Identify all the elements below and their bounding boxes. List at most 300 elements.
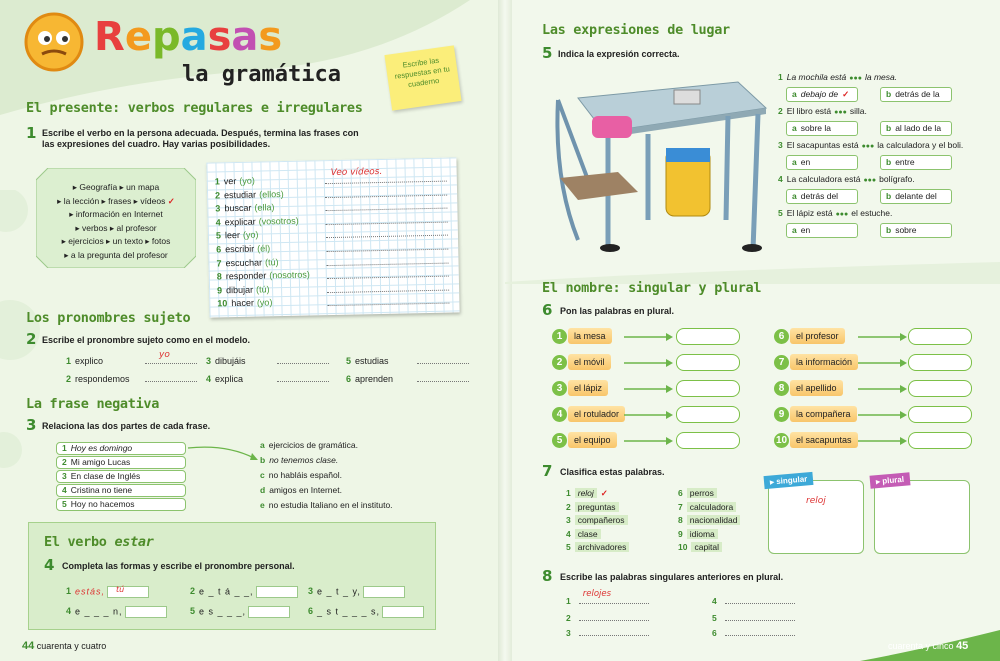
classify-word[interactable]	[678, 488, 717, 498]
plural-answer-box[interactable]	[908, 380, 972, 397]
person-text: (tú)	[256, 284, 270, 295]
checkmark-icon: ✓	[842, 89, 850, 99]
section-title-estar	[44, 534, 154, 550]
item-number: 4	[566, 528, 571, 539]
arrow-right-icon	[624, 332, 674, 342]
singular-word: el móvil	[568, 354, 611, 370]
verb-form: aprenden	[355, 374, 394, 384]
verb-text: dibujar	[225, 284, 254, 296]
answer-line[interactable]	[325, 185, 447, 198]
option-a[interactable]	[786, 155, 858, 170]
verb-form: explico	[75, 356, 104, 366]
arrow-right-icon	[858, 410, 908, 420]
phrase-text: no estudia Italiano en el instituto.	[268, 500, 393, 510]
classify-word[interactable]	[678, 502, 736, 512]
plural-answer-box[interactable]	[908, 406, 972, 423]
item-number: 7	[216, 257, 222, 269]
verb-text: escuchar	[225, 257, 263, 268]
handwritten-answer: tú	[116, 585, 125, 594]
arrow-right-icon	[858, 358, 908, 368]
answer-line[interactable]	[326, 240, 448, 253]
item-number: 2	[566, 613, 571, 623]
verb-row	[216, 216, 299, 228]
answer-line[interactable]	[277, 354, 329, 364]
pronoun-box[interactable]	[363, 586, 405, 598]
option-text: al lado de la	[895, 123, 942, 133]
answer-line[interactable]	[725, 626, 795, 636]
title-emphasis: estar	[114, 534, 154, 550]
item-number: 4	[62, 485, 67, 495]
word-text: archivadores	[575, 542, 630, 552]
item-number: 5	[552, 433, 567, 448]
pronoun-box[interactable]	[248, 606, 290, 618]
item-number: 6	[346, 374, 352, 384]
exercise-instruction: Escribe el pronombre sujeto como en el modelo.	[42, 335, 251, 345]
option-b[interactable]	[880, 87, 952, 102]
item-number: 2	[566, 501, 571, 512]
verb-form: explica	[215, 374, 244, 384]
plural-answer-box[interactable]	[908, 354, 972, 371]
person-text: (yo)	[239, 175, 255, 186]
option-letter: b	[886, 89, 892, 99]
blank-dots-icon: ●●●	[834, 109, 847, 116]
option-letter: a	[792, 225, 797, 235]
verb-form: e _ _ _ n,	[75, 606, 123, 617]
blank-dots-icon: ●●●	[863, 177, 877, 184]
word-box-line: ▸ verbos ▸ al profesor	[75, 222, 157, 233]
word-text: compañeros	[575, 515, 628, 525]
answer-line[interactable]	[579, 626, 649, 636]
verb-text: responder	[225, 270, 267, 282]
item-number: 1	[566, 596, 571, 606]
location-question	[778, 140, 963, 150]
option-letter: b	[886, 225, 892, 235]
question-text: La mochila está	[786, 72, 847, 82]
option-a[interactable]	[786, 121, 858, 136]
exercise-number: 2	[26, 330, 37, 348]
handwritten-answer: Veo vídeos.	[330, 166, 383, 179]
match-left-item[interactable]	[56, 442, 186, 455]
question-text: la mesa.	[864, 72, 898, 82]
blank-dots-icon: ●●●	[849, 75, 862, 82]
grid-paper	[206, 157, 459, 317]
classify-word[interactable]	[566, 542, 629, 552]
item-number: 3	[566, 628, 571, 638]
answer-line[interactable]	[277, 372, 329, 382]
option-letter: b	[886, 157, 892, 167]
section-title-frase-negativa: La frase negativa	[26, 396, 160, 412]
item-number: 2	[778, 106, 783, 116]
answer-line[interactable]	[145, 350, 197, 364]
item-number: 2	[190, 586, 196, 597]
option-b[interactable]	[880, 121, 952, 136]
match-left-item[interactable]	[56, 498, 186, 511]
option-text: entre	[895, 157, 915, 167]
exercise-number: 5	[542, 44, 553, 62]
plural-write-item	[566, 626, 649, 638]
arrow-right-icon	[624, 436, 674, 446]
section-title-lugar: Las expresiones de lugar	[542, 22, 730, 38]
word-text: perros	[687, 488, 717, 498]
singular-word: el apellido	[790, 380, 843, 396]
classify-word[interactable]	[566, 515, 628, 525]
arrow-right-icon	[624, 410, 674, 420]
plural-answer-box[interactable]	[676, 354, 740, 371]
answer-line[interactable]	[417, 372, 469, 382]
answer-line[interactable]	[725, 594, 795, 604]
phrase-text: Mi amigo Lucas	[70, 457, 131, 467]
verb-row	[215, 189, 284, 200]
logo-letter: s	[207, 14, 232, 60]
option-text: en	[800, 157, 811, 167]
question-text: El libro está	[786, 106, 832, 116]
answer-line[interactable]	[325, 199, 447, 212]
word-text: idioma	[687, 529, 718, 539]
item-number: 5	[346, 356, 352, 366]
question-text: bolígrafo.	[879, 174, 915, 184]
item-number: 4	[206, 374, 212, 384]
question-text: la calculadora y el boli.	[877, 140, 964, 150]
page-footer-left	[22, 640, 106, 652]
word-box-line: ▸ Geografía ▸ un mapa	[72, 182, 160, 192]
plural-write-item	[712, 626, 795, 638]
item-number: 3	[566, 515, 571, 525]
item-number: 1	[214, 176, 220, 187]
item-number: 5	[566, 542, 571, 552]
logo-letter: R	[94, 14, 125, 60]
item-number: 5	[215, 230, 222, 241]
item-number: 3	[206, 356, 212, 366]
item-letter: e	[260, 500, 265, 510]
page-footer-right	[888, 640, 968, 652]
section-title-pronombres: Los pronombres sujeto	[26, 310, 191, 326]
handwritten-answer: yo	[159, 350, 170, 360]
phrase-text: ejercicios de gramática.	[268, 440, 359, 450]
option-text: sobre	[895, 225, 917, 235]
question-text: el estuche.	[851, 208, 893, 218]
pronoun-box[interactable]	[125, 606, 167, 618]
pronoun-item	[206, 372, 329, 384]
singular-word: el equipo	[568, 432, 617, 448]
word-box-line: ▸ información en Internet	[69, 209, 163, 219]
estar-item	[66, 586, 149, 598]
item-number: 8	[216, 271, 222, 282]
exercise-number: 7	[542, 462, 553, 480]
classify-word[interactable]	[566, 529, 601, 539]
exercise-number: 1	[26, 124, 37, 142]
match-left-item[interactable]	[56, 456, 186, 469]
plural-answer-box[interactable]	[908, 432, 972, 449]
answer-line[interactable]	[326, 253, 448, 266]
word-text: calculadora	[687, 502, 736, 512]
verb-form: e _ t _ y,	[317, 586, 361, 597]
classify-word[interactable]	[678, 529, 718, 539]
option-a[interactable]	[786, 189, 858, 204]
option-text: detrás de la	[895, 89, 940, 99]
option-letter: a	[792, 157, 797, 167]
word-text: nacionalidad	[687, 515, 741, 525]
item-number: 3	[215, 203, 221, 214]
verb-text: explicar	[224, 216, 256, 228]
word-box-line: ▸ a la pregunta del profesor	[64, 249, 168, 260]
item-number: 3	[62, 471, 67, 481]
book-spine	[498, 0, 512, 661]
item-number: 6	[774, 329, 789, 344]
answer-line[interactable]	[145, 372, 197, 382]
classify-word[interactable]	[678, 515, 740, 525]
verb-form: _ s t _ _ _ s,	[317, 606, 381, 617]
verb-text: estudiar	[223, 189, 257, 200]
plural-write-item	[566, 611, 649, 623]
phrase-text: Hoy es domingo	[70, 443, 133, 453]
option-letter: b	[886, 191, 892, 201]
exercise-instruction: Escribe las palabras singulares anteriores en plural.	[560, 572, 784, 582]
answer-line[interactable]	[327, 294, 449, 307]
plural-write-item	[712, 594, 795, 606]
estar-item	[190, 606, 290, 618]
option-letter: a	[792, 89, 797, 99]
answer-line[interactable]	[327, 267, 449, 280]
classify-word[interactable]	[678, 542, 722, 552]
page-number: 45	[956, 640, 969, 652]
verb-form: e s _ _ _,	[199, 606, 247, 617]
question-text: El lápiz está	[786, 208, 833, 218]
plural-answer-box[interactable]	[676, 380, 740, 397]
verb-text: ver	[223, 176, 237, 187]
item-number: 2	[62, 457, 67, 467]
item-number: 3	[552, 381, 567, 396]
answer-line[interactable]	[417, 354, 469, 364]
singular-word: el sacapuntas	[790, 432, 858, 448]
verb-text: buscar	[224, 202, 252, 214]
checkmark-icon: ✓	[167, 195, 175, 206]
exercise-instruction: Relaciona las dos partes de cada frase.	[42, 421, 211, 431]
verb-row	[217, 298, 272, 309]
answer-line[interactable]	[579, 611, 649, 621]
classify-word[interactable]	[566, 502, 619, 512]
page-text: cuarenta y cinco	[888, 641, 954, 651]
option-b[interactable]	[880, 223, 952, 238]
item-number: 4	[712, 596, 717, 606]
section-title-nombre: El nombre: singular y plural	[542, 280, 762, 296]
phrase-text: Cristina no tiene	[70, 485, 133, 495]
person-text: (ellos)	[259, 188, 284, 200]
section-title-presente: El presente: verbos regulares e irregulares	[26, 100, 363, 116]
estar-item	[66, 606, 167, 618]
pronoun-box[interactable]	[256, 586, 298, 598]
location-question	[778, 174, 915, 184]
item-number: 6	[678, 488, 683, 498]
phrase-text: Hoy no hacemos	[70, 499, 135, 509]
item-number: 5	[62, 499, 67, 509]
exercise-number: 3	[26, 416, 37, 434]
estar-item	[308, 606, 424, 618]
word-text: preguntas	[575, 502, 619, 512]
sticky-note: Escribe las respuestas en tu cuaderno	[384, 45, 461, 110]
arrow-right-icon	[624, 384, 674, 394]
item-number: 1	[552, 329, 567, 344]
singular-word: el rotulador	[568, 406, 625, 422]
match-right-item[interactable]	[260, 485, 342, 495]
pronoun-box[interactable]	[382, 606, 424, 618]
arrow-right-icon	[858, 332, 908, 342]
pronoun-item	[346, 354, 469, 366]
verb-form: estudias	[355, 356, 389, 366]
item-letter: b	[260, 455, 266, 465]
option-b[interactable]	[880, 155, 952, 170]
item-number: 8	[774, 381, 789, 396]
match-right-item[interactable]	[260, 455, 338, 465]
word-text: reloj	[575, 488, 597, 498]
verb-row	[217, 270, 310, 282]
answer-line[interactable]	[326, 212, 448, 225]
exercise-instruction: Indica la expresión correcta.	[558, 49, 680, 59]
answer-line[interactable]	[325, 166, 447, 185]
option-letter: a	[792, 123, 797, 133]
item-letter: a	[260, 440, 265, 450]
verb-form: e _ t á _ _,	[199, 586, 254, 597]
logo-title	[94, 14, 282, 60]
exercise-instruction: Completa las formas y escribe el pronombre personal.	[62, 561, 295, 571]
item-number: 1	[66, 356, 72, 366]
verb-form: dibujáis	[215, 356, 246, 366]
item-number: 10	[217, 298, 228, 309]
item-number: 3	[778, 140, 783, 150]
option-a[interactable]	[786, 223, 858, 238]
arrow-right-icon	[624, 358, 674, 368]
exercise-instruction: Escribe el verbo en la persona adecuada. Después, termina las frases con las expresiones del cuadro. Hay varias posibilidades.	[42, 128, 359, 149]
word-box	[36, 181, 196, 262]
item-number: 7	[678, 501, 683, 512]
checkmark-icon: ✓	[600, 488, 608, 498]
option-letter: b	[886, 123, 892, 133]
plural-answer-box[interactable]	[908, 328, 972, 345]
classify-word[interactable]	[566, 488, 608, 499]
verb-text: leer	[224, 230, 241, 241]
pronoun-item	[66, 350, 197, 366]
verb-row	[216, 257, 278, 268]
page-text: cuarenta y cuatro	[36, 641, 107, 651]
verb-row	[217, 284, 270, 295]
plural-answer-box[interactable]	[676, 432, 740, 449]
plural-write-item	[712, 611, 795, 623]
phrase-text: no tenemos clase.	[269, 455, 339, 465]
item-number: 2	[552, 355, 567, 370]
item-number: 4	[66, 606, 72, 617]
pronoun-item	[66, 372, 197, 384]
location-question	[778, 106, 867, 116]
item-number: 5	[712, 613, 717, 623]
logo-letter: e	[124, 14, 152, 60]
item-number: 5	[778, 208, 783, 218]
person-text: (ella)	[254, 202, 275, 213]
item-number: 9	[678, 528, 683, 539]
logo-letter: a	[231, 14, 259, 60]
question-text: La calculadora está	[786, 174, 861, 184]
option-text: delante del	[895, 191, 937, 201]
plural-box[interactable]	[874, 480, 970, 554]
logo-letter: p	[151, 14, 181, 60]
person-text: (tú)	[264, 256, 279, 268]
answer-line[interactable]	[327, 280, 449, 293]
exercise-instruction: Clasifica estas palabras.	[560, 467, 665, 477]
arrow-right-icon	[858, 384, 908, 394]
item-number: 4	[552, 407, 567, 422]
option-a[interactable]	[786, 87, 858, 102]
item-number: 4	[778, 174, 783, 184]
match-right-item[interactable]	[260, 500, 393, 510]
match-right-item[interactable]	[260, 440, 358, 450]
answer-line[interactable]	[725, 611, 795, 621]
verb-text: hacer	[231, 298, 254, 309]
phrase-text: no habláis español.	[268, 470, 342, 480]
arrow-right-icon	[858, 436, 908, 446]
plural-write-item	[566, 589, 649, 606]
blank-dots-icon: ●●●	[835, 211, 849, 218]
word-text: clase	[575, 529, 601, 539]
match-arrow-icon	[186, 440, 260, 464]
item-number: 6	[308, 606, 314, 617]
option-letter: a	[792, 191, 797, 201]
estar-item	[308, 586, 405, 598]
verb-row	[216, 243, 270, 254]
logo-subtitle: la gramática	[182, 62, 341, 87]
question-text: silla.	[849, 106, 867, 116]
item-number: 1	[62, 443, 67, 453]
match-left-item[interactable]	[56, 470, 186, 483]
singular-answer: reloj	[806, 496, 826, 506]
item-number: 6	[712, 628, 717, 638]
item-number: 3	[308, 586, 314, 597]
option-text: sobre la	[800, 123, 831, 133]
title-text: El verbo	[44, 534, 107, 550]
singular-word: el profesor	[790, 328, 845, 344]
location-question	[778, 208, 892, 218]
plural-answer-box[interactable]	[676, 406, 740, 423]
word-box-line	[36, 195, 196, 209]
singular-word: la información	[790, 354, 858, 370]
answer-line[interactable]	[579, 589, 649, 604]
plural-tab: ▸ plural	[870, 472, 911, 488]
blank-dots-icon: ●●●	[861, 143, 875, 150]
exercise-instruction: Pon las palabras en plural.	[560, 306, 675, 316]
match-left-item[interactable]	[56, 484, 186, 497]
match-right-item[interactable]	[260, 470, 342, 480]
smiley-mascot-icon	[22, 10, 86, 74]
desk-chair-illustration-icon	[548, 60, 768, 260]
item-number: 8	[678, 515, 683, 525]
verb-form: respondemos	[75, 374, 130, 384]
option-text: en	[800, 225, 811, 235]
estar-item	[190, 586, 298, 598]
verb-row	[214, 166, 383, 187]
exercise-number: 8	[542, 567, 553, 585]
singular-word: la mesa	[568, 328, 612, 344]
item-letter: d	[260, 485, 266, 495]
item-number: 9	[774, 407, 789, 422]
word-text: capital	[691, 542, 722, 552]
word-box-line: ▸ ejercicios ▸ un texto ▸ fotos	[61, 236, 171, 246]
singular-box[interactable]	[768, 480, 864, 554]
option-b[interactable]	[880, 189, 952, 204]
plural-answer-box[interactable]	[676, 328, 740, 345]
pronoun-box[interactable]	[107, 586, 149, 598]
answer-line[interactable]	[326, 226, 448, 239]
item-number: 2	[214, 189, 221, 201]
phrase-text: amigos en Internet.	[269, 485, 342, 495]
item-number: 10	[678, 542, 688, 552]
singular-word: la compañera	[790, 406, 857, 422]
